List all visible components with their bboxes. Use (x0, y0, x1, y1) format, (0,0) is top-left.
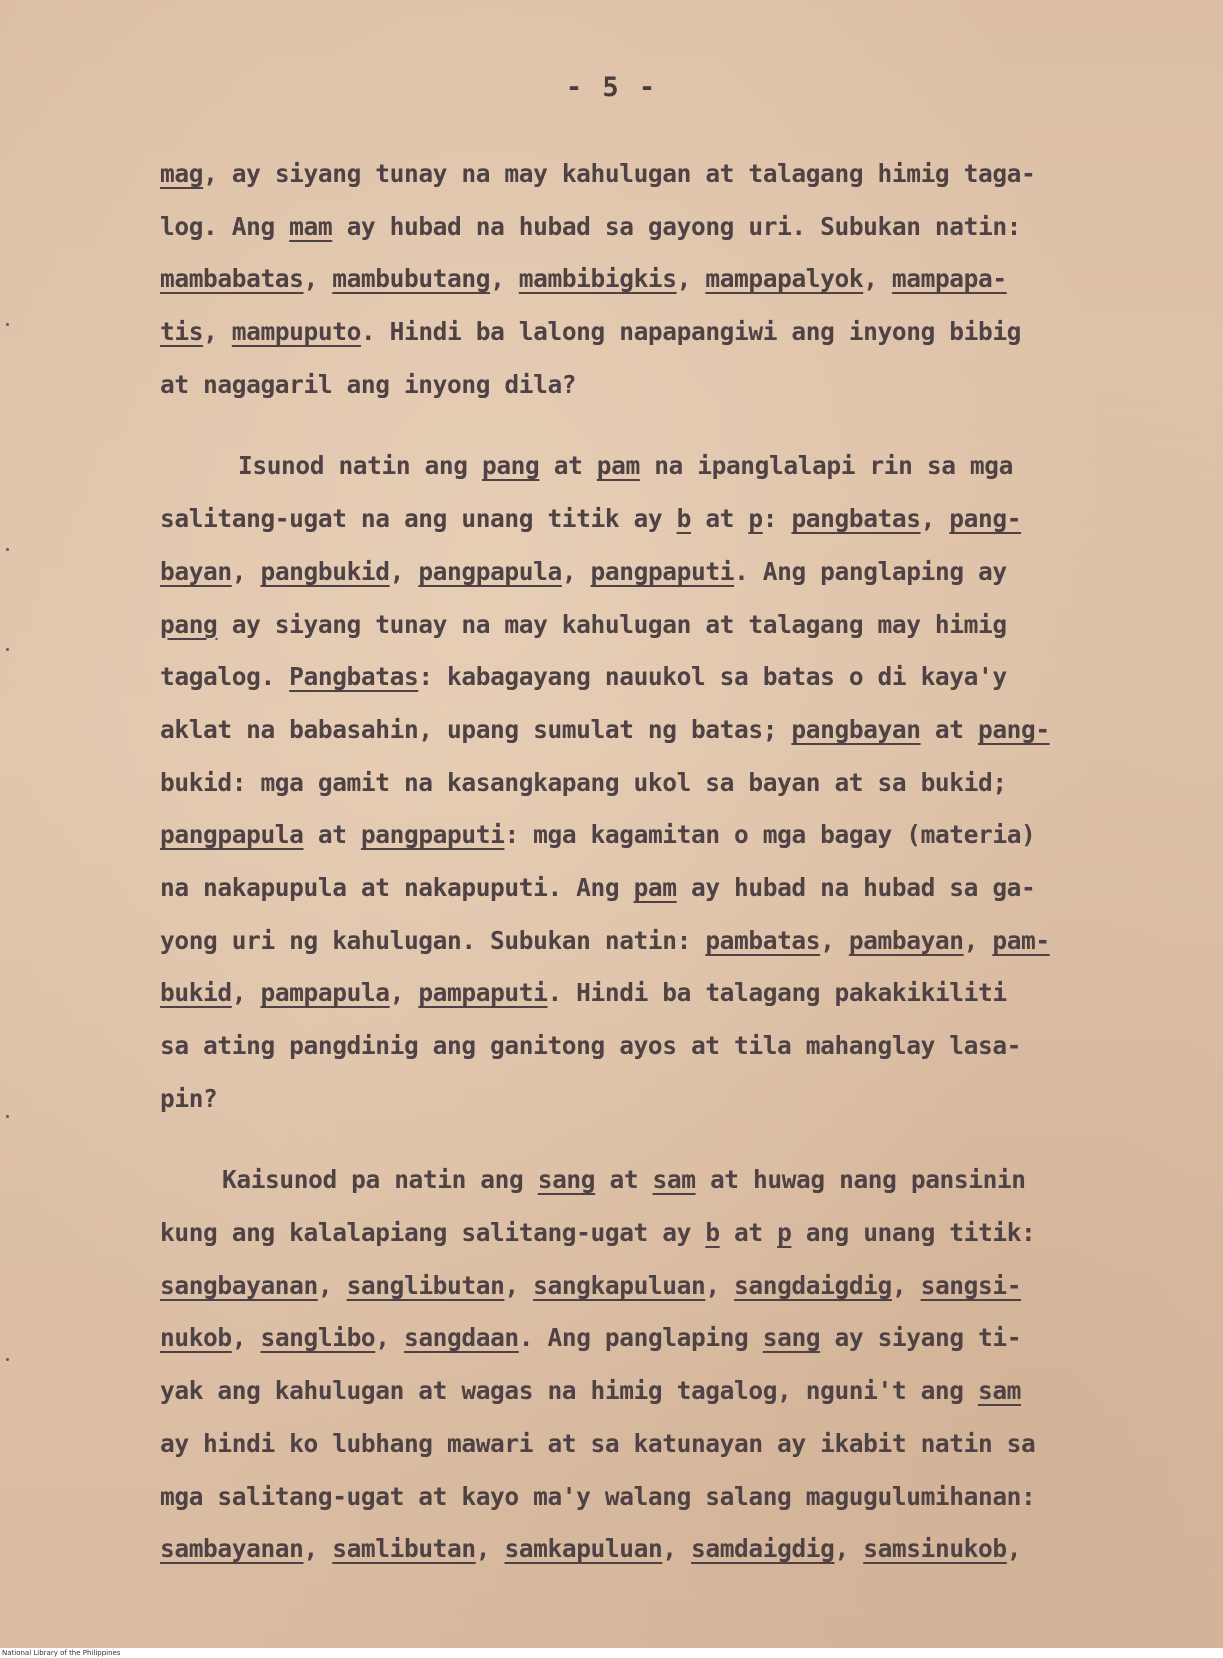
text-run: , (490, 264, 519, 294)
paragraph (160, 1154, 1120, 1576)
underlined-word: sang (762, 1323, 821, 1353)
underlined-word: sang (537, 1165, 596, 1195)
text-run: at huwag nang pansinin (695, 1165, 1026, 1195)
text-line (160, 1365, 1120, 1418)
text-run: at (595, 1165, 653, 1195)
body-text (160, 148, 1120, 1576)
underlined-word: sanglibo (260, 1323, 376, 1353)
text-run: yong uri ng kahulugan. Subukan natin: (160, 925, 706, 955)
text-line (160, 1523, 1120, 1576)
scan-speck (6, 548, 9, 551)
text-run: , (389, 978, 419, 1008)
underlined-word: mambubutang (332, 264, 491, 294)
text-run: : kabagayang nauukol sa batas o di kaya'y (418, 662, 1007, 692)
underlined-word: sanglibutan (346, 1270, 505, 1300)
text-run: , (963, 925, 993, 955)
text-run: , (504, 1270, 534, 1300)
text-run: kung ang kalalapiang salitang-ugat ay (160, 1218, 706, 1248)
underlined-word: bukid (160, 978, 232, 1008)
underlined-word: bayan (160, 556, 232, 586)
text-run: , (820, 925, 849, 955)
text-run: , (891, 1270, 921, 1300)
text-run: , (303, 264, 333, 294)
text-run: , (203, 317, 232, 347)
text-run: , (303, 1534, 333, 1564)
text-run: , (317, 1270, 347, 1300)
underlined-word: samkapuluan (504, 1534, 663, 1564)
text-line (160, 967, 1120, 1020)
text-run: : (762, 504, 792, 534)
underlined-word: pangpaputi (360, 820, 505, 850)
text-run: sa ating pangdinig ang ganitong ayos at tila mahanglay lasa- (160, 1031, 1022, 1060)
underlined-word: pangpaputi (590, 556, 735, 586)
text-line (160, 493, 1120, 546)
underlined-word: samsinukob (863, 1534, 1007, 1564)
underlined-word: pang- (949, 504, 1022, 534)
paragraph (160, 440, 1120, 1125)
text-run: . Ang panglaping ay (734, 556, 1007, 586)
text-line (160, 1312, 1120, 1365)
text-run: , (1006, 1534, 1022, 1564)
underlined-word: p (777, 1218, 792, 1248)
text-line (160, 440, 1120, 493)
underlined-word: nukob (160, 1323, 232, 1353)
underlined-word: pangbayan (791, 714, 921, 744)
text-run: , (231, 556, 261, 586)
text-line (160, 306, 1120, 359)
text-run: aklat na babasahin, upang sumulat ng batas; (160, 714, 792, 744)
text-run: at (719, 1218, 778, 1248)
text-line (160, 1020, 1120, 1073)
paragraph (160, 148, 1120, 411)
underlined-word: pangbukid (260, 556, 390, 586)
text-line (160, 546, 1120, 599)
text-run: at (690, 504, 749, 534)
underlined-word: pang- (977, 714, 1050, 744)
text-line (160, 915, 1120, 968)
text-run: ang unang titik: (791, 1218, 1036, 1248)
underlined-word: mag (160, 159, 204, 188)
text-line (160, 704, 1120, 757)
text-line (160, 1207, 1120, 1260)
text-line (160, 1260, 1120, 1313)
underlined-word: sangsi- (920, 1270, 1022, 1300)
underlined-word: pang (160, 609, 218, 639)
paragraph-gap (160, 411, 1120, 440)
text-line (160, 599, 1120, 652)
underlined-word: mampuputo (231, 317, 361, 347)
text-line (160, 253, 1120, 306)
page-number: - 5 - (565, 72, 658, 103)
text-run: , (662, 1534, 691, 1564)
underlined-word: sam (652, 1165, 696, 1195)
text-run: , (231, 1323, 261, 1353)
underlined-word: pambayan (848, 925, 964, 955)
text-run: ay hubad na hubad sa gayong uri. Subukan natin: (332, 211, 1022, 241)
text-run: mga salitang-ugat at kayo ma'y walang salang magugulumihanan: (160, 1481, 1036, 1511)
text-run: Isunod natin ang (238, 451, 482, 481)
text-run: , (231, 978, 261, 1008)
underlined-word: samlibutan (332, 1534, 476, 1564)
underlined-word: mampapalyok (705, 264, 864, 294)
underlined-word: mambibigkis (518, 264, 677, 294)
text-line (160, 1418, 1120, 1471)
text-run: ay siyang ti- (820, 1323, 1022, 1353)
text-line (160, 1154, 1120, 1207)
text-run: , (375, 1323, 404, 1353)
underlined-word: tis (160, 317, 204, 347)
text-line (160, 862, 1120, 915)
text-run: , ay siyang tunay na may kahulugan at talagang himig taga- (203, 159, 1036, 188)
underlined-word: pangpapula (160, 820, 304, 850)
scan-speck (6, 1115, 9, 1118)
underlined-word: pam- (992, 925, 1050, 955)
footer-credit: National Library of the Philippines (2, 1649, 121, 1657)
text-run: . Ang panglaping (518, 1323, 763, 1353)
text-run: , (863, 264, 892, 294)
underlined-word: sangdaan (403, 1323, 519, 1353)
text-run: : mga kagamitan o mga bagay (materia) (504, 820, 1036, 850)
underlined-word: sambayanan (160, 1534, 304, 1564)
underlined-word: pangpapula (418, 556, 562, 586)
text-run: at (920, 714, 978, 744)
text-line (160, 148, 1120, 201)
underlined-word: Pangbatas (289, 662, 419, 692)
underlined-word: b (676, 504, 691, 534)
text-run: , (561, 556, 591, 586)
text-run: , (676, 264, 706, 294)
text-run: ay hubad na hubad sa ga- (676, 872, 1036, 902)
text-run: , (705, 1270, 735, 1300)
underlined-word: mampapa- (891, 264, 1007, 294)
text-run: pin? (160, 1083, 218, 1113)
text-line (160, 809, 1120, 862)
text-line (160, 1073, 1120, 1126)
underlined-word: pampapula (260, 978, 390, 1008)
text-line (160, 757, 1120, 810)
paragraph-gap (160, 1125, 1120, 1154)
underlined-word: samdaigdig (691, 1534, 835, 1564)
text-run: , (475, 1534, 505, 1564)
text-run: bukid: mga gamit na kasangkapang ukol sa bayan at sa bukid; (160, 767, 1007, 797)
text-run: . Hindi ba lalong napapangiwi ang inyong bibig (360, 317, 1022, 347)
text-run: ay siyang tunay na may kahulugan at talagang may himig (217, 609, 1007, 639)
text-run: , (834, 1534, 864, 1564)
underlined-word: p (748, 504, 763, 534)
text-line (160, 359, 1120, 412)
underlined-word: sangbayanan (160, 1270, 318, 1300)
scan-speck (6, 323, 9, 326)
scan-speck (6, 1358, 9, 1361)
underlined-word: sangkapuluan (533, 1270, 706, 1300)
text-run: na ipanglalapi rin sa mga (639, 451, 1013, 481)
underlined-word: pambatas (705, 925, 821, 955)
underlined-word: sangdaigdig (734, 1270, 892, 1300)
text-line (160, 651, 1120, 704)
underlined-word: pangbatas (791, 504, 921, 534)
text-run: , (920, 504, 950, 534)
underlined-word: pang (481, 451, 540, 481)
underlined-word: sam (977, 1376, 1022, 1406)
text-line (160, 201, 1120, 254)
underlined-word: pam (596, 451, 640, 481)
underlined-word: mambabatas (160, 264, 304, 294)
text-run: salitang-ugat na ang unang titik ay (160, 504, 677, 534)
text-run: tagalog. (160, 662, 290, 692)
text-run: at nagagaril ang inyong dila? (160, 369, 577, 399)
text-run: ay hindi ko lubhang mawari at sa katunayan ay ikabit natin sa (160, 1428, 1036, 1458)
text-run: at (539, 451, 597, 481)
text-run: yak ang kahulugan at wagas na himig tagalog, nguni't ang (160, 1376, 978, 1406)
underlined-word: pam (633, 872, 677, 902)
text-run: log. Ang (160, 211, 290, 241)
text-run: , (389, 556, 419, 586)
text-run: at (303, 820, 361, 850)
underlined-word: pampaputi (418, 978, 548, 1008)
scan-speck (6, 648, 9, 651)
text-run: Kaisunod pa natin ang (222, 1165, 538, 1195)
text-run: . Hindi ba talagang pakakikiliti (547, 978, 1007, 1008)
underlined-word: b (705, 1218, 720, 1248)
text-line (160, 1471, 1120, 1524)
underlined-word: mam (289, 211, 333, 241)
text-run: na nakapupula at nakapuputi. Ang (160, 872, 634, 902)
